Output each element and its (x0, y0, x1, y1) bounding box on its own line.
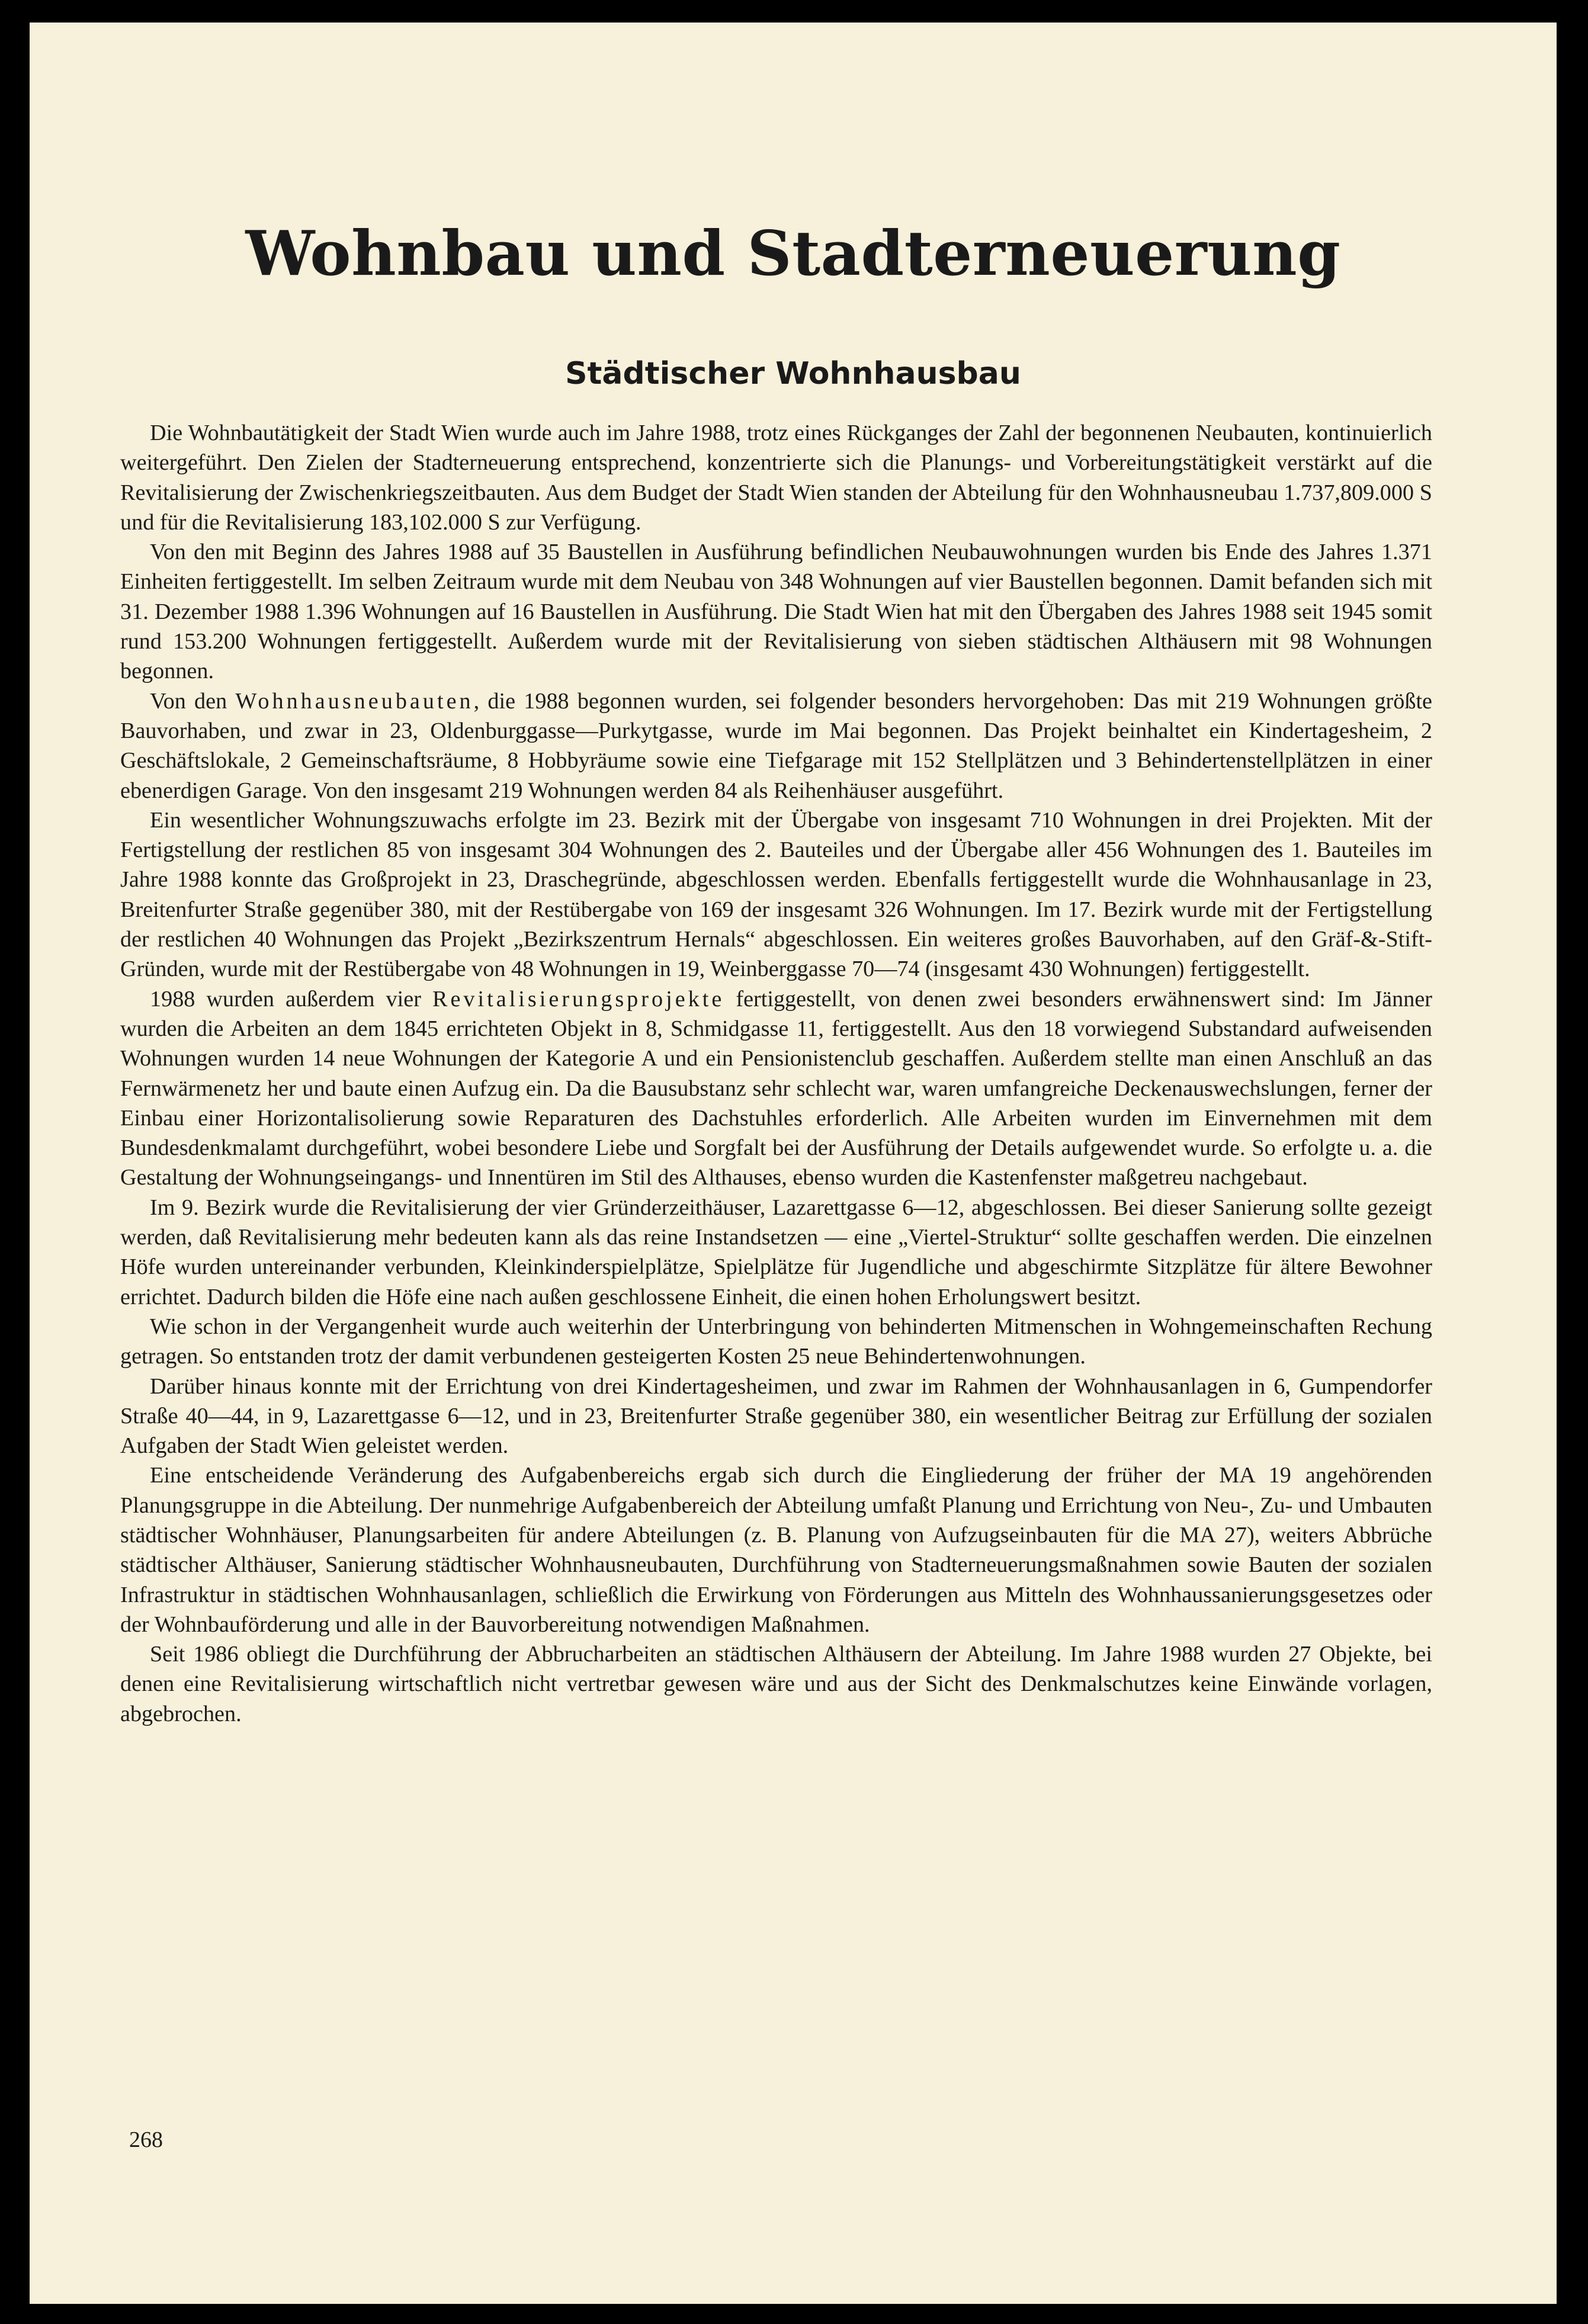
paragraph: Eine entscheidende Veränderung des Aufgabenbereichs ergab sich durch die Eingliederung der früher der MA 19 angehörenden Planungsgruppe in die Abteilung. Der nunmehrige Aufgabenbereich der Abteilung umfaßt Planung und Errichtung von Neu-, Zu- und Umbauten städtischer Wohnhäuser, Planungsarbeiten für andere Abteilungen (z. B. Planung von Aufzugseinbauten für die MA 27), weiters Abbrüche städtischer Althäuser, Sanierung städtischer Wohnhausneubauten, Durchführung von Stadterneuerungsmaßnahmen sowie Bauten der sozialen Infrastruktur in städtischen Wohnhausanlagen, schließlich die Erwirkung von Förderungen aus Mitteln des Wohnhaussanierungsgesetzes oder der Wohnbauförderung und alle in der Bauvorbereitung notwendigen Maßnahmen. (120, 1463, 1432, 1637)
paragraph: Darüber hinaus konnte mit der Errichtung von drei Kindertagesheimen, und zwar im Rahmen der Wohnhausanlagen in 6, Gumpendorfer Straße 40—44, in 9, Lazarettgasse 6—12, und in 23, Breitenfurter Straße gegenüber 380, ein wesentlicher Beitrag zur Erfüllung der sozialen Aufgaben der Stadt Wien geleistet werden. (120, 1373, 1432, 1459)
paragraph-lead: 1988 wurden außerdem vier (150, 986, 432, 1012)
paragraph: Von den mit Beginn des Jahres 1988 auf 35 Baustellen in Ausführung befindlichen Neubauwohnungen wurden bis Ende des Jahres 1.371 Einheiten fertiggestellt. Im selben Zeitraum wurde mit dem Neubau von 348 Wohnungen auf vier Baustellen begonnen. Damit befanden sich mit 31. Dezember 1988 1.396 Wohnungen auf 16 Baustellen in Ausführung. Die Stadt Wien hat mit den Übergaben des Jahres 1988 seit 1945 somit rund 153.200 Wohnungen fertiggestellt. Außerdem wurde mit der Revitalisierung von sieben städtischen Althäusern mit 98 Wohnungen begonnen. (120, 540, 1432, 684)
paragraph-rest: , die 1988 begonnen wurden, sei folgender besonders hervorgehoben: Das mit 219 Wohnungen größte Bauvorhaben, und zwar in 23, Oldenburggasse—Purkytgasse, wurde im Mai begonnen. Das Projekt beinhaltet ein Kindertagesheim, 2 Geschäftslokale, 2 Gemeinschaftsräume, 8 Hobbyräume sowie eine Tiefgarage mit 152 Stellplätzen und 3 Behindertenstellplätzen in einer ebenerdigen Garage. Von den insgesamt 219 Wohnungen werden 84 als Reihenhäuser ausgeführt. (120, 688, 1433, 803)
emphasized-term: Revitalisierungsprojekte (432, 986, 725, 1012)
paragraph: Die Wohnbautätigkeit der Stadt Wien wurde auch im Jahre 1988, trotz eines Rückganges der Zahl der begonnenen Neubauten, kontinuierlich weitergeführt. Den Zielen der Stadterneuerung entsprechend, konzentrierte sich die Planungs- und Vorbereitungstätigkeit verstärkt auf die Revitalisierung der Zwischenkriegszeitbauten. Aus dem Budget der Stadt Wien standen der Abteilung für den Wohnhausneubau 1.737,809.000 S und für die Revitalisierung 183,102.000 S zur Verfügung. (120, 420, 1432, 535)
body-text (120, 418, 1432, 1729)
paragraph: Ein wesentlicher Wohnungszuwachs erfolgte im 23. Bezirk mit der Übergabe von insgesamt 710 Wohnungen in drei Projekten. Mit der Fertigstellung der restlichen 85 von insgesamt 304 Wohnungen des 2. Bauteiles und der Übergabe aller 456 Wohnungen des 1. Bauteiles im Jahre 1988 konnte das Großprojekt in 23, Draschegründe, abgeschlossen werden. Ebenfalls fertiggestellt wurde die Wohnhausanlage in 23, Breitenfurter Straße gegenüber 380, mit der Restübergabe von 169 der insgesamt 326 Wohnungen. Im 17. Bezirk wurde mit der Fertigstellung der restlichen 40 Wohnungen das Projekt „Bezirkszentrum Hernals“ abgeschlossen. Ein weiteres großes Bauvorhaben, auf den Gräf-&-Stift-Gründen, wurde mit der Restübergabe von 48 Wohnungen in 19, Weinberggasse 70—74 (insgesamt 430 Wohnungen) fertiggestellt. (120, 807, 1432, 982)
paragraph (120, 686, 1432, 805)
page-number: 268 (129, 2127, 163, 2152)
paragraph (120, 984, 1432, 1193)
paragraph: Im 9. Bezirk wurde die Revitalisierung der vier Gründerzeithäuser, Lazarettgasse 6—12, abgeschlossen. Bei dieser Sanierung sollte gezeigt werden, daß Revitalisierung mehr bedeuten kann als das reine Instandsetzen — eine „Viertel-Struktur“ sollte geschaffen werden. Die einzelnen Höfe wurden untereinander verbunden, Kleinkinderspielplätze, Spielplätze für Jugendliche und abgeschirmte Sitzplätze für ältere Bewohner errichtet. Dadurch bilden die Höfe eine nach außen geschlossene Einheit, die einen hohen Erholungswert besitzt. (120, 1195, 1432, 1309)
page-title: Wohnbau und Stadterneuerung (245, 217, 1341, 290)
document-page (30, 23, 1557, 2304)
emphasized-term: Wohnhausneubauten (235, 688, 474, 714)
paragraph: Seit 1986 obliegt die Durchführung der Abbrucharbeiten an städtischen Althäusern der Abteilung. Im Jahre 1988 wurden 27 Objekte, bei denen eine Revitalisierung wirtschaftlich nicht vertretbar gewesen wäre und aus der Sicht des Denkmalschutzes keine Einwände vorlagen, abgebrochen. (120, 1642, 1432, 1726)
paragraph-rest: fertiggestellt, von denen zwei besonders erwähnenswert sind: Im Jänner wurden die Arbeiten an dem 1845 errichteten Objekt in 8, Schmidgasse 11, fertiggestellt. Aus den 18 vorwiegend Substandard aufweisenden Wohnungen wurden 14 neue Wohnungen der Kategorie A und ein Pensionistenclub geschaffen. Außerdem stellte man einen Anschluß an das Fernwärmenetz her und baute einen Aufzug ein. Da die Bausubstanz sehr schlecht war, waren umfangreiche Deckenauswechslungen, ferner der Einbau einer Horizontalisolierung sowie Reparaturen des Dachstuhles erforderlich. Alle Arbeiten wurden im Einvernehmen mit dem Bundesdenkmalamt durchgeführt, wobei besondere Liebe und Sorgfalt bei der Ausführung der Details aufgewendet wurde. So erfolgte u. a. die Gestaltung der Wohnungseingangs- und Innentüren im Stil des Althauses, ebenso wurden die Kastenfenster maßgetreu nachgebaut. (120, 986, 1432, 1190)
section-heading: Städtischer Wohnhausbau (565, 356, 1021, 391)
paragraph-lead: Von den (150, 688, 236, 714)
paragraph: Wie schon in der Vergangenheit wurde auch weiterhin der Unterbringung von behinderten Mitmenschen in Wohngemeinschaften Rechung getragen. So entstanden trotz der damit verbundenen gesteigerten Kosten 25 neue Behindertenwohnungen. (120, 1314, 1432, 1369)
